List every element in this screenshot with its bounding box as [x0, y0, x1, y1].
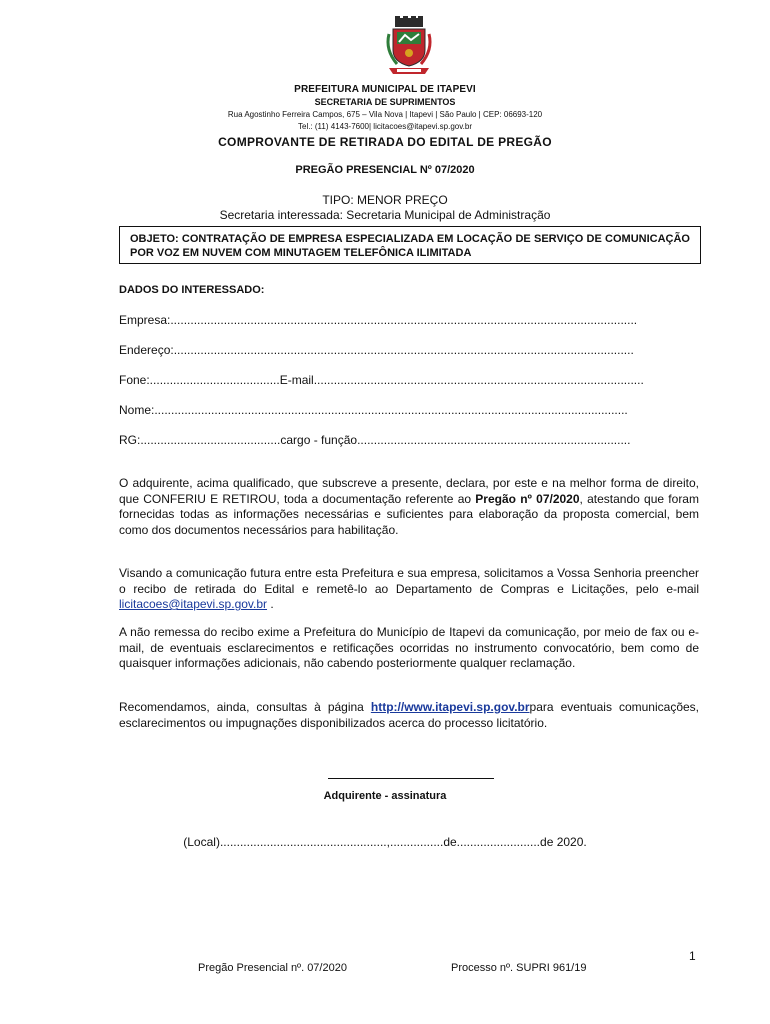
signature-label: Adquirente - assinatura — [323, 790, 447, 802]
secretaria-interessada: Secretaria interessada: Secretaria Municipal de Administração — [219, 208, 551, 222]
objeto-box — [119, 226, 701, 264]
address-line: Rua Agostinho Ferreira Campos, 675 – Vila Nova | Itapevi | São Paulo | CEP: 06693-120 — [227, 110, 543, 119]
signature-line[interactable] — [328, 778, 494, 779]
p1-text-b: , atestando que foram fornecidas todas as informações necessárias e suficientes para elaboração da proposta comercial, bem como dos documentos necessários para habilitação. — [119, 491, 699, 537]
municipal-crest-icon — [383, 16, 435, 78]
contact-line: Tel.: (11) 4143-7600| licitacoes@itapevi.sp.gov.br — [298, 122, 472, 131]
declaration-paragraph — [119, 476, 699, 538]
pregao-number: PREGÃO PRESENCIAL Nº 07/2020 — [295, 164, 475, 176]
p2-text-b: . — [267, 597, 274, 611]
p4-text-a: Recomendamos, ainda, consultas à página — [119, 700, 371, 714]
p1-pregao-bold: Pregão nº 07/2020 — [475, 491, 580, 506]
fone-email-field[interactable]: Fone:.......................................E-mail................................................................................................... — [119, 373, 644, 387]
page-number: 1 — [689, 949, 696, 963]
local-date-line[interactable]: (Local)..................................................,................de.........................de 2020. — [183, 835, 587, 849]
tipo-line: TIPO: MENOR PREÇO — [322, 193, 448, 207]
p3-text: A não remessa do recibo exime a Prefeitura do Município de Itapevi da comunicação, por meio de fax ou e-mail, de eventuais esclarecimentos e retificações ocorridas no instrumento convocatório, bem como de quaisquer informações adicionais, não cabendo posteriormente qualquer reclamação. — [119, 625, 699, 670]
endereco-field[interactable]: Endereço:.......................................................................................................................................... — [119, 343, 634, 357]
email-link[interactable]: licitacoes@itapevi.sp.gov.br — [119, 597, 268, 611]
p1-text-a: O adquirente, acima qualificado, que subscreve a presente, declara, por este e na melhor forma de direito, que CONFERIU E RETIROU, toda a documentação referente ao — [119, 476, 699, 506]
communication-paragraph — [119, 566, 699, 613]
website-link[interactable]: http://www.itapevi.sp.gov.br — [370, 700, 530, 714]
p4-text-b: para eventuais comunicações, esclarecimentos ou impugnações disponibilizados acerca do processo licitatório. — [119, 700, 699, 730]
organization-name: PREFEITURA MUNICIPAL DE ITAPEVI — [294, 84, 476, 95]
p2-text-a: Visando a comunicação futura entre esta Prefeitura e sua empresa, solicitamos a Vossa Senhoria preencher o recibo de retirada do Edital e remetê-lo ao Departamento de Compras e Licitações, pelo e-mail — [119, 566, 699, 596]
notice-paragraph — [119, 625, 699, 672]
nome-field[interactable]: Nome:.............................................................................................................................................. — [119, 403, 628, 417]
dados-heading: DADOS DO INTERESSADO: — [119, 284, 265, 296]
department-name: SECRETARIA DE SUPRIMENTOS — [314, 97, 456, 107]
recommendation-paragraph — [119, 700, 699, 731]
document-title: COMPROVANTE DE RETIRADA DO EDITAL DE PREGÃO — [218, 135, 552, 149]
footer-processo: Processo nº. SUPRI 961/19 — [451, 962, 587, 974]
objeto-text: OBJETO: CONTRATAÇÃO DE EMPRESA ESPECIALIZADA EM LOCAÇÃO DE SERVIÇO DE COMUNICAÇÃO POR VOZ EM NUVEM COM MINUTAGEM TELEFÔNICA ILIMITADA — [130, 233, 690, 259]
rg-cargo-field[interactable]: RG:..........................................cargo - função.................................................................................. — [119, 433, 631, 447]
empresa-field[interactable]: Empresa:............................................................................................................................................ — [119, 313, 638, 327]
footer-pregao: Pregão Presencial nº. 07/2020 — [198, 962, 347, 974]
